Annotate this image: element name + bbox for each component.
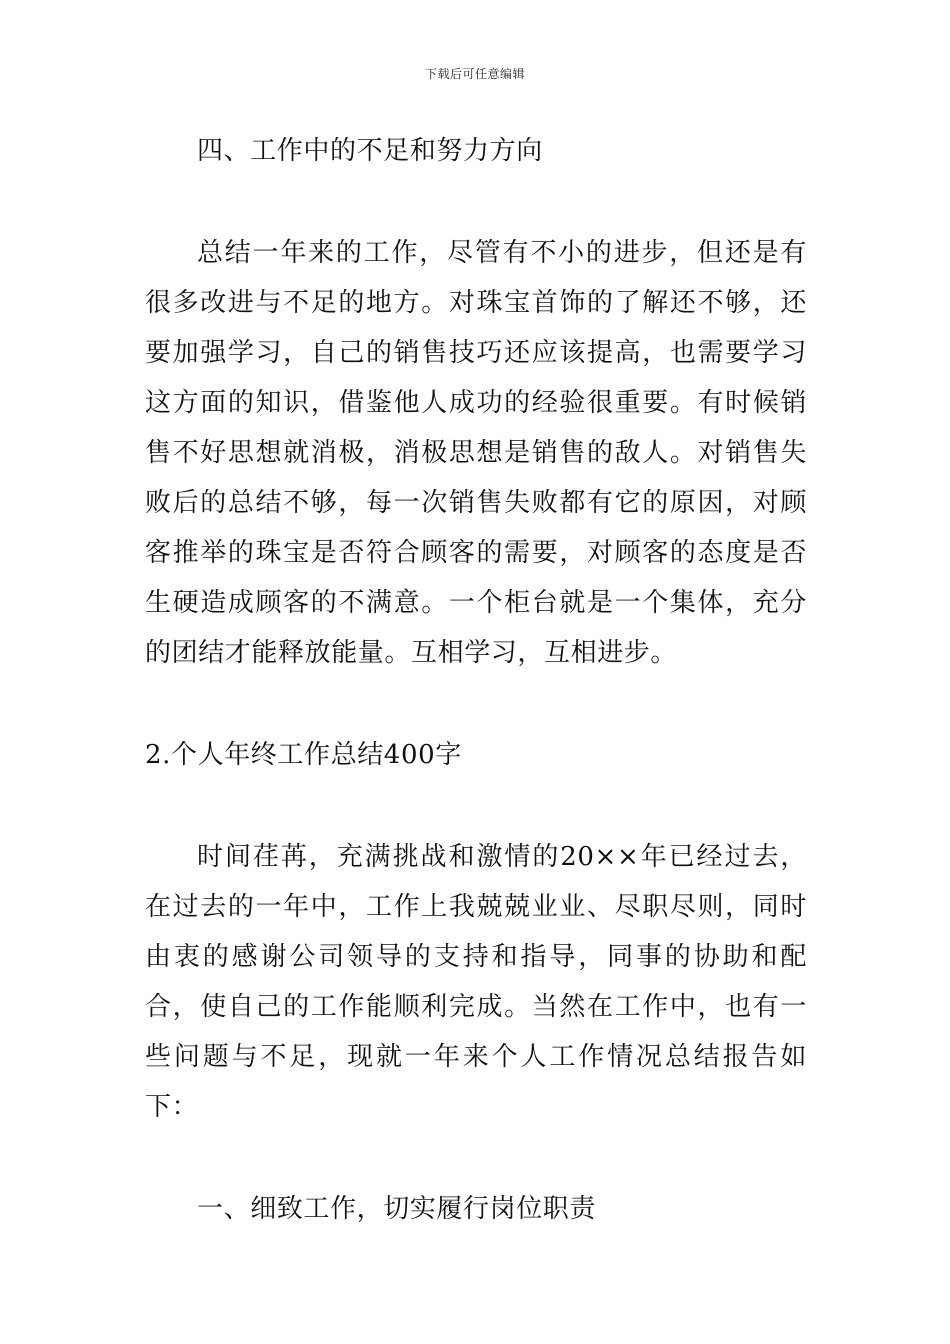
section-heading-shortcomings: 四、工作中的不足和努力方向 xyxy=(197,136,543,166)
paragraph-gap xyxy=(145,1132,807,1184)
paragraph-gap xyxy=(145,780,807,832)
page-header: 下载后可任意编辑 xyxy=(424,67,525,81)
paragraph-gap xyxy=(145,678,807,730)
section-heading-duties: 一、细致工作，切实履行岗位职责 xyxy=(197,1194,597,1224)
document-body xyxy=(145,126,807,1234)
paragraph-gap xyxy=(145,176,807,228)
paragraph-intro: 时间荏苒，充满挑战和激情的20××年已经过去，在过去的一年中，工作上我兢兢业业、尽职尽则，同时由衷的感谢公司领导的支持和指导，同事的协助和配合，使自己的工作能顺利完成。当然在工作中，也有一些问题与不足，现就一年来个人工作情况总结报告如下： xyxy=(145,842,807,1122)
paragraph-shortcomings: 总结一年来的工作，尽管有不小的进步，但还是有很多改进与不足的地方。对珠宝首饰的了解还不够，还要加强学习，自己的销售技巧还应该提高，也需要学习这方面的知识，借鉴他人成功的经验很重要。有时候销售不好思想就消极，消极思想是销售的敌人。对销售失败后的总结不够，每一次销售失败都有它的原因，对顾客推举的珠宝是否符合顾客的需要，对顾客的态度是否生硬造成顾客的不满意。一个柜台就是一个集体，充分的团结才能释放能量。互相学习，互相进步。 xyxy=(145,238,807,668)
article-title: 2.个人年终工作总结400字 xyxy=(145,740,462,770)
